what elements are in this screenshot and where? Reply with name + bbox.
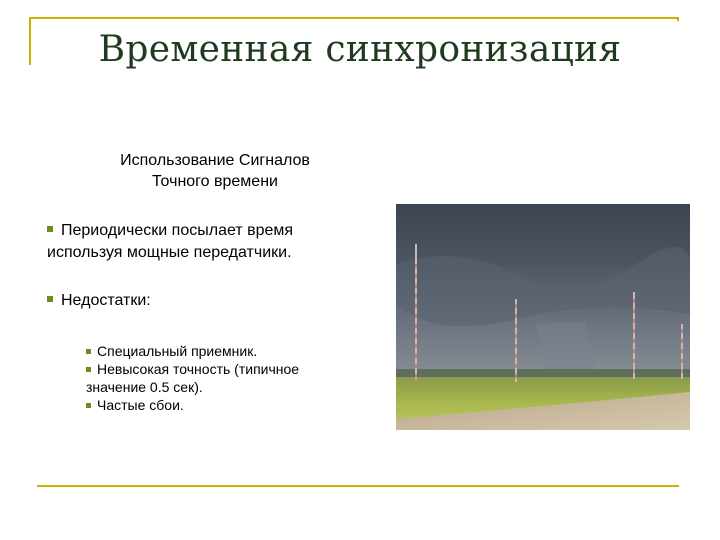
frame-left-line: [29, 17, 31, 65]
bullet-text: используя мощные передатчики.: [47, 244, 292, 261]
sub-bullet-item: [86, 360, 386, 396]
subtitle: [60, 150, 370, 192]
photo-illustration: [396, 204, 690, 430]
sub-bullet-text: Невысокая точность (типичное: [97, 361, 300, 377]
subtitle-line: Точного времени: [152, 173, 278, 190]
frame-top-line: [29, 17, 679, 19]
subtitle-line: Использование Сигналов: [120, 152, 310, 169]
sub-bullet-item: [86, 396, 386, 414]
bullet-text: Периодически посылает время: [61, 222, 294, 239]
frame-bottom-line: [37, 485, 679, 487]
sub-bullet-item: [86, 342, 386, 360]
bullet-list: [47, 220, 387, 312]
square-bullet-icon: [86, 349, 91, 354]
sub-bullet-text: Специальный приемник.: [97, 343, 258, 359]
sub-bullet-text: значение 0.5 сек).: [86, 379, 203, 395]
square-bullet-icon: [86, 367, 91, 372]
sub-bullet-text: Частые сбои.: [97, 397, 184, 413]
bullet-text: Недостатки:: [61, 292, 151, 309]
radio-towers-photo: [396, 204, 690, 430]
square-bullet-icon: [47, 296, 53, 302]
bullet-item: [47, 290, 387, 312]
sub-bullet-list: [86, 342, 386, 414]
square-bullet-icon: [86, 403, 91, 408]
frame-right-tick: [677, 17, 679, 21]
square-bullet-icon: [47, 226, 53, 232]
bullet-item: [47, 220, 387, 264]
slide-title: Временная синхронизация: [98, 29, 622, 70]
